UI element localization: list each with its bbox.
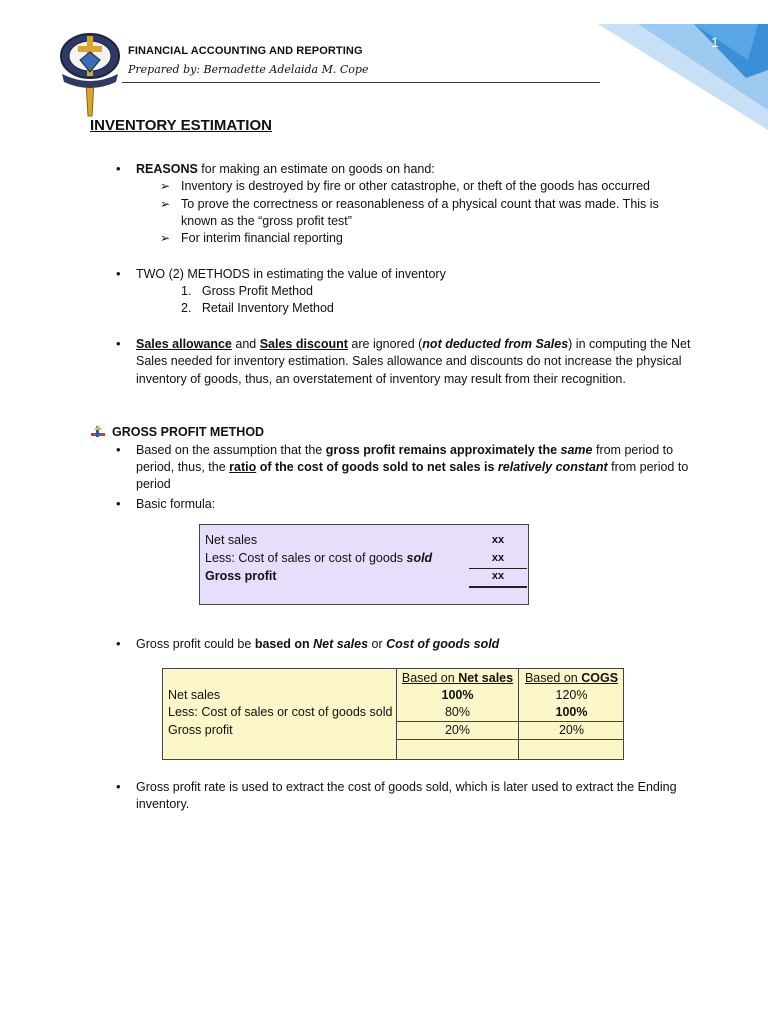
formula-row-label: Net sales xyxy=(205,533,258,547)
text-fragment xyxy=(525,671,618,685)
gp-rate-line-2: inventory. xyxy=(136,797,190,811)
arrow-symbol: ➢ xyxy=(160,179,171,193)
text-fragment: and xyxy=(231,337,260,351)
section-marker-icon xyxy=(90,425,106,439)
formula-total-line xyxy=(469,586,527,588)
bullet-symbol: • xyxy=(116,636,121,651)
table-cell: 80% xyxy=(444,705,471,719)
arrow-symbol: ➢ xyxy=(160,231,171,245)
reasons-label: REASONS xyxy=(136,162,198,176)
allowance-line-1 xyxy=(136,336,690,354)
table-row-label: Less: Cost of sales or cost of goods sold xyxy=(168,705,393,719)
table-left-rule xyxy=(162,686,163,760)
not-deducted-emphasis: not deducted from Sales xyxy=(422,337,569,351)
formula-row-value: xx xyxy=(491,570,505,582)
section-heading-gross-profit: GROSS PROFIT METHOD xyxy=(112,425,265,439)
text-fragment: Less: Cost of sales or cost of goods xyxy=(205,551,407,565)
ratio-term: ratio xyxy=(229,460,257,474)
text-fragment: ) in computing the Net xyxy=(568,337,691,351)
text-fragment: Cost of goods sold xyxy=(386,637,500,651)
table-cell: 20% xyxy=(558,723,585,737)
sales-allowance-term: Sales allowance xyxy=(136,337,232,351)
text-fragment: same xyxy=(560,443,593,457)
methods-lead: TWO (2) METHODS in estimating the value of inventory xyxy=(136,267,446,281)
sold-emphasis: sold xyxy=(406,551,433,565)
prepared-by: Prepared by: Bernadette Adelaida M. Cope xyxy=(128,63,369,76)
formula-row-label xyxy=(205,550,432,568)
bullet-symbol: • xyxy=(116,442,121,457)
text-fragment: Based on the assumption that the xyxy=(136,443,326,457)
bullet-symbol: • xyxy=(116,496,121,511)
reason-item-continued: known as the “gross profit test” xyxy=(181,214,352,228)
text-fragment: from period to xyxy=(607,460,689,474)
text-fragment: Net sales xyxy=(458,671,514,685)
text-fragment xyxy=(402,671,513,685)
allowance-line-2: Sales needed for inventory estimation. Sales allowance and discounts do not increase the physical xyxy=(136,354,682,368)
gp-basis-text xyxy=(136,636,499,654)
allowance-line-3: inventory of goods, thus, an overstatement of inventory may result from their recognition. xyxy=(136,372,626,386)
gpm-assumption-line-2 xyxy=(136,459,688,477)
reason-item: For interim financial reporting xyxy=(181,231,343,245)
formula-row-value: xx xyxy=(491,552,505,564)
reason-item: To prove the correctness or reasonableness of a physical count that was made. This is xyxy=(181,197,659,211)
gpm-assumption-line-1 xyxy=(136,442,673,460)
text-fragment: Net sales xyxy=(313,637,369,651)
page-title: INVENTORY ESTIMATION xyxy=(90,117,272,134)
header-divider xyxy=(122,82,600,83)
text-fragment: period, thus, the xyxy=(136,460,230,474)
page-number: 1 xyxy=(711,34,719,50)
gp-rate-line-1: Gross profit rate is used to extract the cost of goods sold, which is later used to extract the Ending xyxy=(136,780,677,794)
table-cell: 20% xyxy=(444,723,471,737)
text-fragment: Based on xyxy=(524,671,582,685)
column-header-cogs xyxy=(519,670,624,688)
formula-row-value: xx xyxy=(491,534,505,546)
arrow-symbol: ➢ xyxy=(160,197,171,211)
method-item: 2. Retail Inventory Method xyxy=(181,301,334,315)
gpm-assumption-line-3: period xyxy=(136,477,171,491)
text-fragment: based on xyxy=(254,637,314,651)
table-row-label: Net sales xyxy=(168,688,221,702)
bullet-symbol: • xyxy=(116,779,121,794)
text-fragment: gross profit remains approximately the xyxy=(325,443,561,457)
text-fragment: Gross profit could be xyxy=(136,637,255,651)
table-cell: 120% xyxy=(555,688,588,702)
school-logo xyxy=(58,22,122,118)
bullet-symbol: • xyxy=(116,266,121,281)
reasons-lead xyxy=(136,161,435,179)
table-cell: 100% xyxy=(441,688,474,702)
text-fragment: are ignored ( xyxy=(347,337,423,351)
text-fragment: COGS xyxy=(581,671,619,685)
method-item: 1. Gross Profit Method xyxy=(181,284,313,298)
text-fragment: from period to xyxy=(592,443,674,457)
corner-decoration xyxy=(598,0,768,130)
bullet-symbol: • xyxy=(116,336,121,351)
table-cell: 100% xyxy=(555,705,588,719)
text-fragment: Based on xyxy=(401,671,459,685)
reason-item: Inventory is destroyed by fire or other catastrophe, or theft of the goods has occurred xyxy=(181,179,651,193)
text-fragment: relatively constant xyxy=(497,460,608,474)
table-row-label: Gross profit xyxy=(168,723,233,737)
text-fragment: or xyxy=(368,637,387,651)
document-header-title: FINANCIAL ACCOUNTING AND REPORTING xyxy=(128,45,363,57)
reasons-text: for making an estimate on goods on hand: xyxy=(197,162,435,176)
bullet-symbol: • xyxy=(116,161,121,176)
column-header-net-sales xyxy=(397,670,518,688)
text-fragment: of the cost of goods sold to net sales is xyxy=(256,460,498,474)
basic-formula-label: Basic formula: xyxy=(136,497,216,511)
sales-discount-term: Sales discount xyxy=(259,337,348,351)
formula-row-label: Gross profit xyxy=(205,569,277,583)
